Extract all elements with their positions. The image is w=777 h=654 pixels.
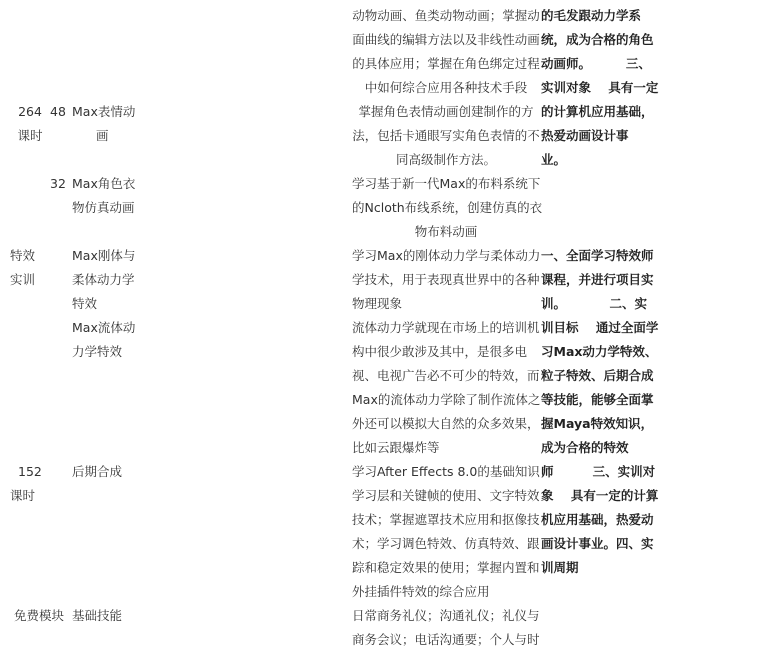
goal-line: 训目标 通过全面学 [541,320,659,335]
description-cell [352,244,540,316]
course-name-line: 特效 [72,296,98,311]
description-line: 面曲线的编辑方法以及非线性动画 [352,32,540,47]
description-line: 同高级制作方法。 [395,152,496,167]
description-line: 商务会议；电话沟通要；个人与时 [352,632,540,647]
course-name-cell [72,172,152,220]
goal-line: 一、全面学习特效师 [541,248,654,263]
goal-line: 等技能，能够全面掌 [541,392,654,407]
goal-line: 画设计事业。四、实 [541,536,654,551]
goal-line: 习Max动力学特效、 [541,344,658,359]
category-line: 课时 [10,488,36,503]
hours-value: 32 [50,176,66,191]
category-line: 特效 [10,248,36,263]
goal-line: 统，成为合格的角色 [541,32,654,47]
category-cell [10,244,50,292]
course-name-line: Max表情动 [72,104,136,119]
description-cell [352,460,553,604]
hours-cell [46,100,70,124]
description-line: 学习基于新一代Max的布料系统下 [352,176,541,191]
category-cell [14,604,74,628]
category-line: 实训 [10,272,36,287]
description-line: 日常商务礼仪；沟通礼仪；礼仪与 [352,608,540,623]
description-line: 的具体应用；掌握在角色绑定过程 [352,56,540,71]
goal-line: 课程，并进行项目实 [541,272,654,287]
goal-cell-animation [541,4,659,172]
description-line: 学技术，用于表现真世界中的各种 [352,272,540,287]
hours-value: 48 [50,104,66,119]
description-line: 外挂插件特效的综合应用 [352,584,490,599]
goal-line: 师 三、实训对 [541,464,656,479]
description-line: 学习层和关键帧的使用、文字特效 [352,488,540,503]
description-line: 踪和稳定效果的使用；掌握内置和 [352,560,540,575]
category-line: 课时 [17,128,43,143]
course-name-line: Max刚体与 [72,248,136,263]
course-name-cell [72,100,152,148]
description-line: 构中很少敢涉及其中，是很多电 [352,344,528,359]
goal-line: 握Maya特效知识， [541,416,654,431]
goal-line: 的毛发跟动力学系 [541,8,642,23]
description-cell [352,316,540,460]
goal-cell-effects [541,244,659,460]
goal-line: 象 具有一定的计算 [541,488,659,503]
goal-line: 机应用基础，热爱动 [541,512,654,527]
description-line: 物布料动画 [414,224,478,239]
description-line: 中如何综合应用各种技术手段 [364,80,528,95]
goal-line: 业。 [541,152,567,167]
category-cell [10,100,50,148]
course-name-line: 力学特效 [72,344,123,359]
goal-line: 粒子特效、后期合成 [541,368,654,383]
description-cell [352,604,540,652]
description-line: 学习Max的刚体动力学与柔体动力 [352,248,541,263]
description-line: 外还可以模拟大自然的众多效果， [352,416,540,431]
goal-line: 动画师。 三、 [541,56,651,71]
course-name-line: Max流体动 [72,320,136,335]
description-line: 学习After Effects 8.0的基础知识； [352,464,553,479]
course-name-line: 基础技能 [72,608,123,623]
course-name-line: Max角色衣 [72,176,136,191]
course-name-line: 画 [96,128,109,143]
course-name-cell [72,460,152,484]
description-cell [352,172,543,244]
category-line: 免费模块 [14,608,65,623]
hours-cell [46,172,70,196]
description-line: 动物动画、鱼类动物动画；掌握动 [352,8,540,23]
description-line: 术；学习调色特效、仿真特效、跟 [352,536,540,551]
goal-line: 成为合格的特效 [541,440,629,455]
description-line: 物理现象 [352,296,403,311]
goal-line: 训周期 [541,560,579,575]
description-line: 比如云跟爆炸等 [352,440,440,455]
category-line: 264 [18,104,42,119]
category-line: 152 [18,464,42,479]
description-cell [352,4,540,172]
course-name-line: 后期合成 [72,464,123,479]
description-line: 的Ncloth布线系统，创建仿真的衣 [352,200,543,215]
goal-line: 热爱动画设计事 [541,128,629,143]
description-line: 流体动力学就现在市场上的培训机 [352,320,540,335]
course-name-cell [72,244,152,316]
course-name-cell [72,316,152,364]
course-name-line: 物仿真动画 [72,200,135,215]
description-line: 法，包括卡通眼写实角色表情的不 [352,128,540,143]
category-cell [10,460,50,508]
description-line: 技术；掌握遮罩技术应用和抠像技 [352,512,540,527]
description-line: Max的流体动力学除了制作流体之 [352,392,541,407]
course-name-line: 柔体动力学 [72,272,135,287]
description-line: 视、电视广告必不可少的特效，而 [352,368,540,383]
description-line: 掌握角色表情动画创建制作的方 [358,104,534,119]
goal-cell-compositing [541,460,659,580]
goal-line: 实训对象 具有一定 [541,80,659,95]
goal-line: 训。 二、实 [541,296,648,311]
goal-line: 的计算机应用基础， [541,104,654,119]
course-name-cell [72,604,152,628]
